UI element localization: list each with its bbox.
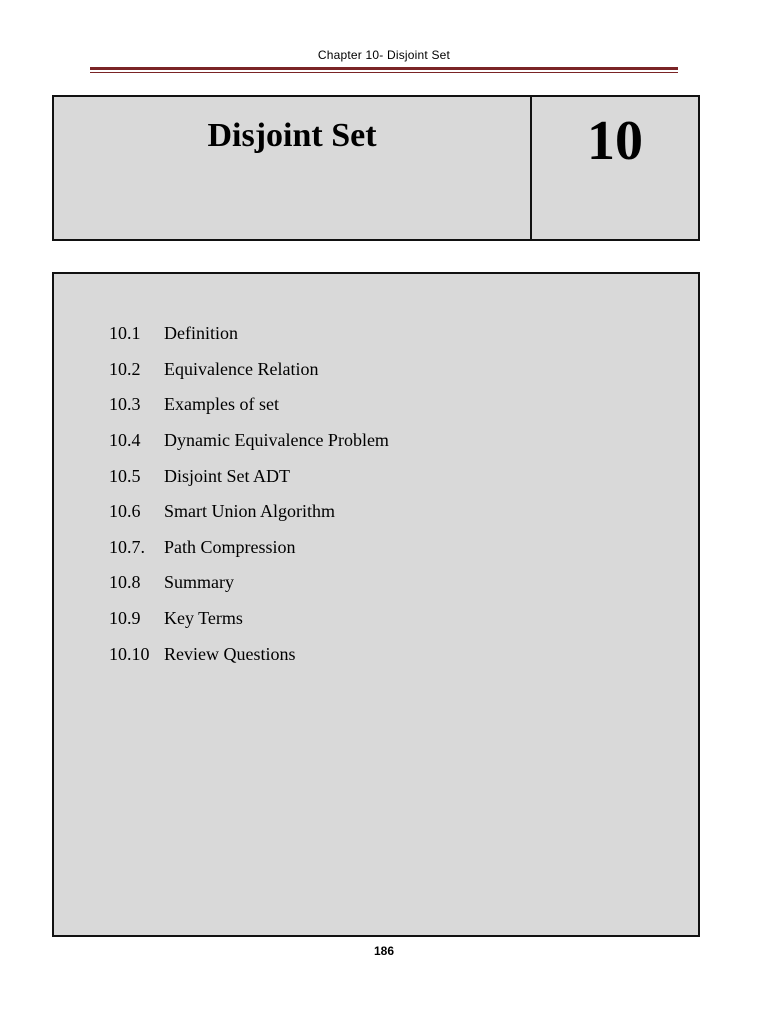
page-number: 186	[373, 944, 395, 958]
chapter-title-cell	[54, 97, 532, 239]
toc-item-number: 10.5	[109, 465, 141, 486]
toc-item-number: 10.7.	[109, 536, 145, 557]
chapter-title-box	[52, 95, 700, 241]
toc-item	[109, 423, 389, 459]
toc-item-label: Equivalence Relation	[164, 358, 319, 379]
toc-item	[109, 316, 389, 352]
toc-item	[109, 636, 389, 672]
toc-item-number: 10.9	[109, 608, 141, 629]
header-rule-thin	[90, 72, 678, 73]
toc-item	[109, 387, 389, 423]
toc-item	[109, 565, 389, 601]
table-of-contents-box	[52, 272, 700, 937]
chapter-number-cell	[532, 97, 698, 239]
toc-item-number: 10.4	[109, 430, 141, 451]
toc-item-number: 10.6	[109, 501, 141, 522]
toc-item-label: Dynamic Equivalence Problem	[164, 430, 389, 451]
toc-item-number: 10.1	[109, 323, 141, 344]
toc-item-label: Definition	[164, 323, 238, 344]
toc-item	[109, 458, 389, 494]
toc-item-label: Key Terms	[164, 608, 243, 629]
toc-item	[109, 352, 389, 388]
toc-item-number: 10.2	[109, 358, 141, 379]
toc-item-label: Smart Union Algorithm	[164, 501, 335, 522]
header-rule	[90, 67, 678, 70]
toc-item-label: Examples of set	[164, 394, 279, 415]
toc-item	[109, 530, 389, 566]
toc-item	[109, 494, 389, 530]
chapter-number: 10	[587, 110, 643, 172]
chapter-title: Disjoint Set	[207, 117, 377, 154]
toc-item-label: Summary	[164, 572, 234, 593]
toc-item-number: 10.8	[109, 572, 141, 593]
toc-item-number: 10.3	[109, 394, 141, 415]
toc-item	[109, 601, 389, 637]
toc-item-label: Path Compression	[164, 536, 296, 557]
toc-item-label: Review Questions	[164, 643, 296, 664]
toc-item-number: 10.10	[109, 643, 150, 664]
running-header: Chapter 10- Disjoint Set	[317, 48, 451, 62]
table-of-contents	[109, 316, 389, 672]
toc-item-label: Disjoint Set ADT	[164, 465, 291, 486]
